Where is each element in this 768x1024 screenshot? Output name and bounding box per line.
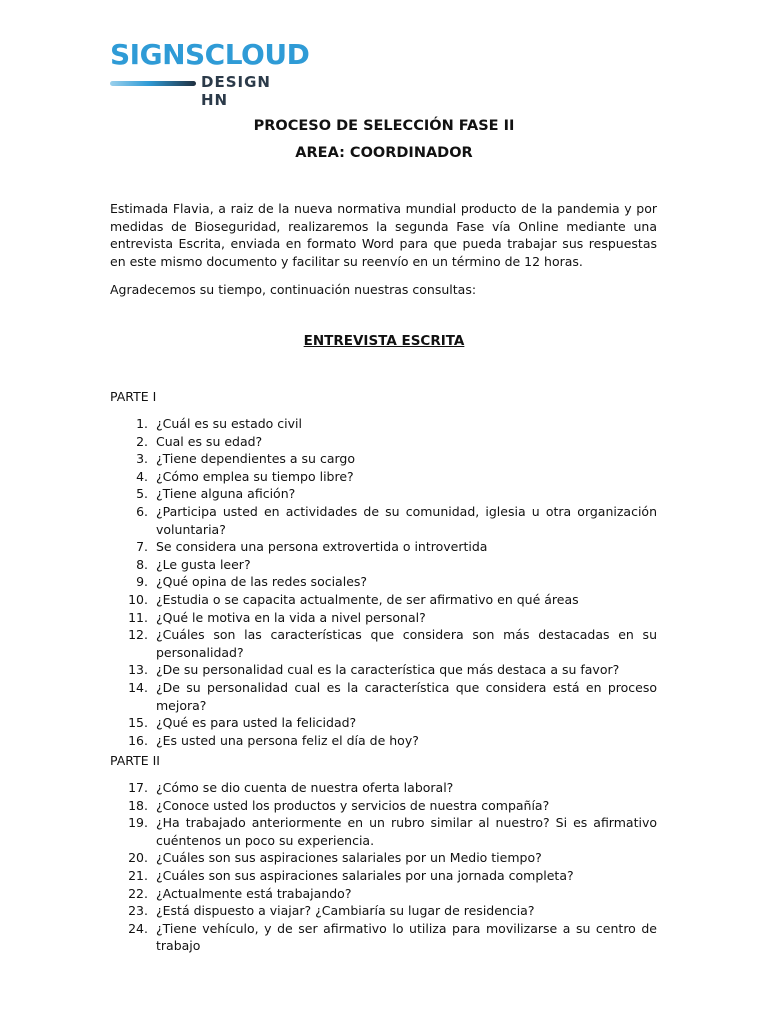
question-number: 13.: [128, 662, 148, 678]
part-2-label: PARTE II: [110, 753, 160, 768]
question-text: ¿Está dispuesto a viajar? ¿Cambiaría su lugar de residencia?: [156, 903, 535, 919]
question-item: [110, 450, 657, 468]
question-text: ¿De su personalidad cual es la característica que más destaca a su favor?: [156, 662, 620, 678]
question-number: 3.: [136, 451, 148, 467]
question-item: [110, 797, 657, 815]
question-item: [110, 626, 657, 661]
question-number: 8.: [136, 556, 148, 572]
question-number: 5.: [136, 486, 148, 502]
logo-subtitle: DESIGN HN: [201, 73, 271, 109]
question-text: ¿Es usted una persona feliz el día de hoy?: [156, 732, 419, 748]
question-text: ¿Cuáles son las características que considera son más destacadas en su personalidad?: [156, 627, 657, 660]
question-text: Se considera una persona extrovertida o introvertida: [156, 539, 488, 555]
question-item: [110, 433, 657, 451]
question-text: ¿Ha trabajado anteriormente en un rubro similar al nuestro? Si es afirmativo cuéntenos un poco su experiencia.: [156, 815, 657, 848]
question-text: ¿Le gusta leer?: [156, 556, 251, 572]
question-number: 23.: [128, 903, 148, 919]
question-text: ¿Cómo se dio cuenta de nuestra oferta laboral?: [156, 780, 454, 795]
section-title: ENTREVISTA ESCRITA: [303, 333, 465, 349]
question-number: 21.: [128, 867, 148, 883]
question-text: ¿Qué es para usted la felicidad?: [156, 715, 357, 731]
question-item: [110, 503, 657, 538]
question-text: ¿Qué opina de las redes sociales?: [156, 574, 368, 590]
question-number: 20.: [128, 850, 148, 866]
question-item: [110, 661, 657, 679]
question-number: 9.: [136, 574, 148, 590]
question-item: [110, 885, 657, 903]
question-item: [110, 415, 657, 433]
question-text: ¿Cuáles son sus aspiraciones salariales por un Medio tiempo?: [156, 850, 542, 866]
question-number: 24.: [128, 920, 148, 936]
question-item: [110, 814, 657, 849]
intro-paragraph: Estimada Flavia, a raiz de la nueva normativa mundial producto de la pandemia y por medidas de Bioseguridad, realizaremos la segunda Fase vía Online mediante una entrevista Escrita, enviada en formato Word para que pueda trabajar sus respuestas en este mismo documento y facilitar su reenvío en un término de 12 horas.: [110, 201, 657, 269]
question-item: [110, 468, 657, 486]
question-number: 10.: [128, 591, 148, 607]
question-item: [110, 591, 657, 609]
question-text: ¿Cuál es su estado civil: [156, 416, 302, 431]
document-title: PROCESO DE SELECCIÓN FASE II: [253, 118, 515, 134]
company-logo: [110, 38, 310, 109]
question-text: ¿Cuáles son sus aspiraciones salariales por una jornada completa?: [156, 867, 574, 883]
question-item: [110, 867, 657, 885]
question-text: ¿Actualmente está trabajando?: [156, 885, 352, 901]
logo-wordmark: SIGNSCLOUD: [110, 38, 310, 71]
question-text: ¿Estudia o se capacita actualmente, de ser afirmativo en qué áreas: [156, 591, 579, 607]
question-number: 16.: [128, 732, 148, 748]
question-item: [110, 573, 657, 591]
part-2-question-list: [110, 779, 657, 955]
question-number: 6.: [136, 503, 148, 519]
question-text: ¿Tiene vehículo, y de ser afirmativo lo utiliza para movilizarse a su centro de trabajo: [156, 920, 657, 954]
question-item: [110, 679, 657, 714]
question-number: 17.: [128, 780, 148, 795]
question-text: ¿Qué le motiva en la vida a nivel personal?: [156, 609, 426, 625]
question-text: ¿Participa usted en actividades de su comunidad, iglesia u otra organización voluntaria?: [156, 503, 657, 537]
question-number: 22.: [128, 885, 148, 901]
question-text: ¿Conoce usted los productos y servicios de nuestra compañía?: [156, 797, 550, 813]
question-number: 14.: [128, 679, 148, 695]
question-number: 1.: [136, 416, 148, 431]
question-item: [110, 556, 657, 574]
question-number: 7.: [136, 539, 148, 555]
document-subtitle: AREA: COORDINADOR: [295, 145, 473, 161]
question-text: ¿De su personalidad cual es la característica que considera está en proceso mejora?: [156, 679, 657, 713]
question-item: [110, 485, 657, 503]
logo-underline: [110, 81, 196, 86]
question-text: ¿Tiene alguna afición?: [156, 486, 296, 502]
question-item: [110, 849, 657, 867]
question-number: 12.: [128, 627, 148, 643]
question-number: 18.: [128, 797, 148, 813]
question-item: [110, 714, 657, 732]
question-item: [110, 902, 657, 920]
question-number: 2.: [136, 433, 148, 449]
question-number: 4.: [136, 468, 148, 484]
question-text: Cual es su edad?: [156, 433, 263, 449]
question-item: [110, 920, 657, 955]
question-text: ¿Cómo emplea su tiempo libre?: [156, 468, 354, 484]
question-item: [110, 538, 657, 556]
question-item: [110, 779, 657, 797]
question-number: 19.: [128, 815, 148, 831]
thanks-paragraph: Agradecemos su tiempo, continuación nuestras consultas:: [110, 282, 477, 297]
question-item: [110, 609, 657, 627]
question-number: 11.: [128, 609, 148, 625]
part-1-question-list: [110, 415, 657, 749]
question-number: 15.: [128, 715, 148, 731]
question-item: [110, 732, 657, 750]
part-1-label: PARTE I: [110, 389, 157, 404]
question-text: ¿Tiene dependientes a su cargo: [156, 451, 355, 467]
